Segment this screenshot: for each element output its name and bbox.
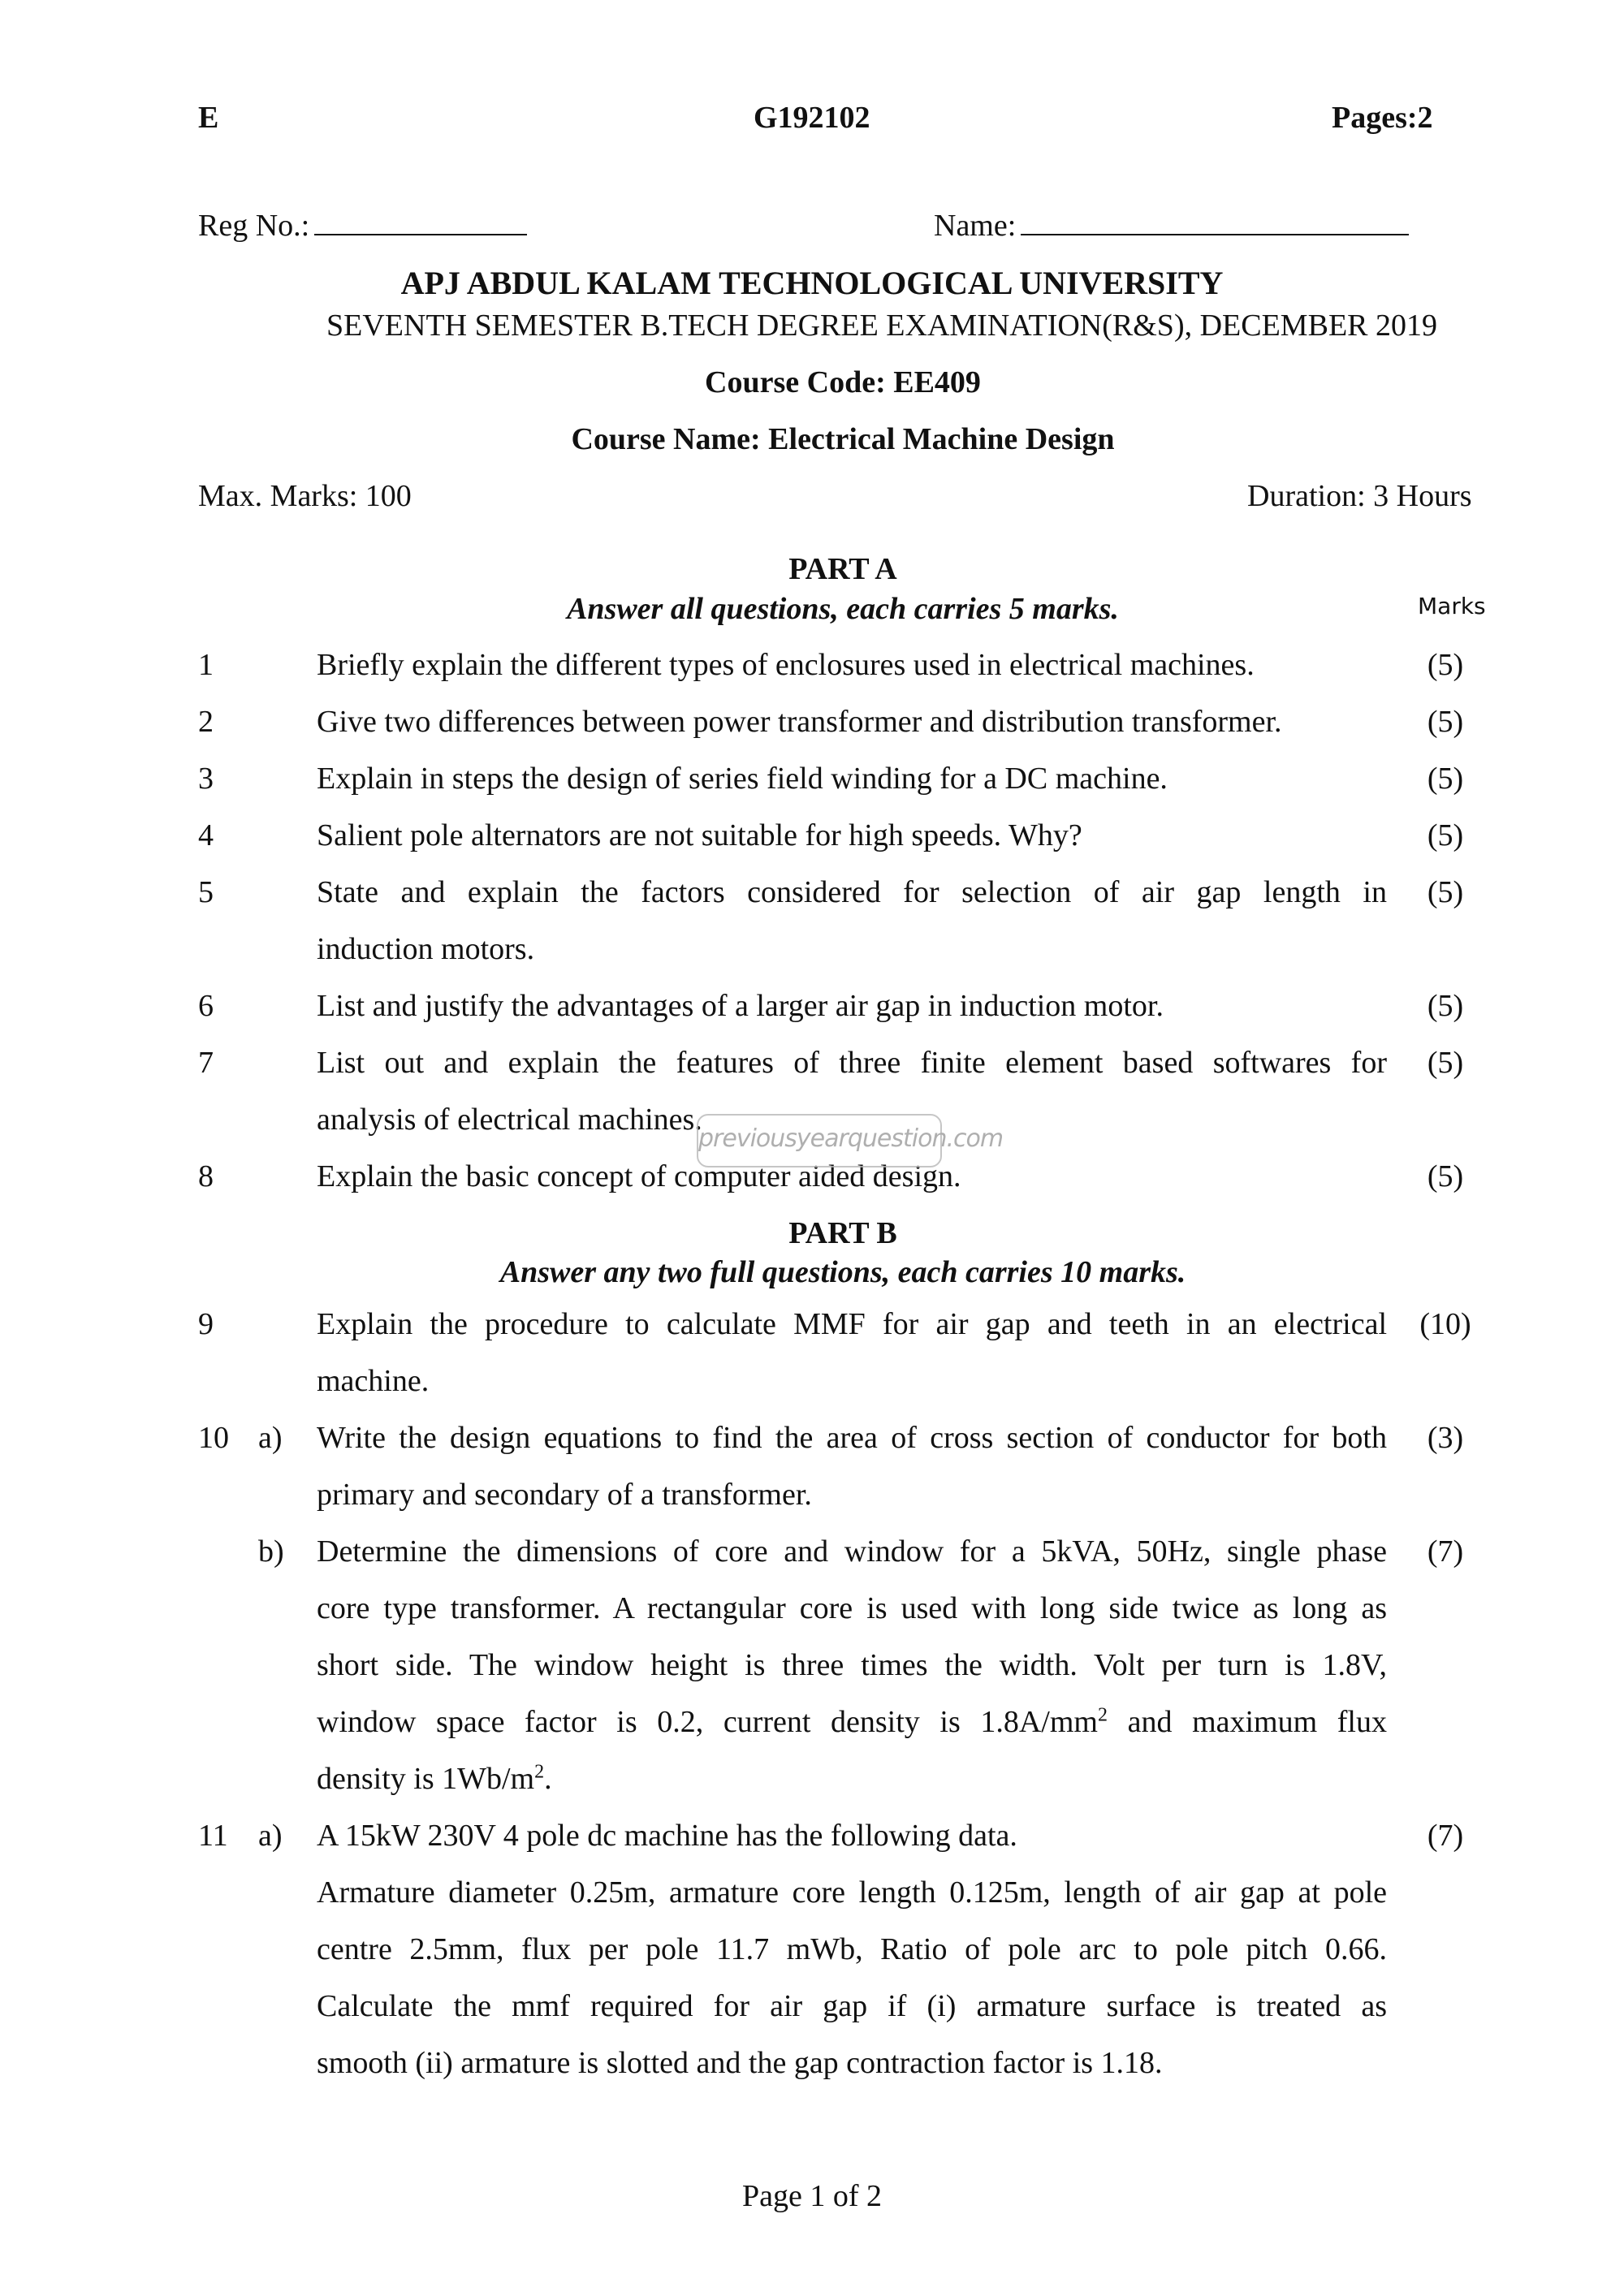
question-number: 10: [198, 1421, 229, 1455]
question-number: 3: [198, 762, 214, 796]
question-marks: (5): [1427, 818, 1464, 852]
page-footer: Page 1 of 2: [741, 2179, 883, 2213]
question-marks: (5): [1427, 762, 1464, 796]
question-number: 2: [198, 705, 214, 739]
question-marks: (5): [1427, 989, 1464, 1023]
question-text: Explain the basic concept of computer aided design.: [317, 1159, 961, 1193]
duration: Duration: 3 Hours: [1247, 479, 1472, 513]
question-number: 7: [198, 1046, 214, 1080]
name-field: [934, 209, 1409, 241]
reg-no-field: [198, 209, 527, 241]
paper-set: E: [198, 101, 219, 135]
reg-no-label: Reg No.:: [198, 209, 310, 243]
question-text: Write the design equations to find the area of cross section of conductor for both primary and secondary of a transformer.: [317, 1421, 1387, 1512]
question-number: 11: [198, 1819, 228, 1853]
question-text: Explain in steps the design of series field winding for a DC machine.: [317, 762, 1168, 796]
exam-title: SEVENTH SEMESTER B.TECH DEGREE EXAMINATION(R&S), DECEMBER 2019: [326, 309, 1437, 343]
question-text: Give two differences between power transformer and distribution transformer.: [317, 705, 1282, 739]
question-marks: (7): [1427, 1819, 1464, 1853]
question-text: Explain the procedure to calculate MMF for air gap and teeth in an electrical machine.: [317, 1307, 1387, 1398]
question-number: 8: [198, 1159, 214, 1193]
subquestion-label: a): [258, 1421, 283, 1455]
question-number: 5: [198, 875, 214, 909]
question-text: List and justify the advantages of a larger air gap in induction motor.: [317, 989, 1164, 1023]
question-number: 6: [198, 989, 214, 1023]
question-marks: (5): [1427, 705, 1464, 739]
university-name: APJ ABDUL KALAM TECHNOLOGICAL UNIVERSITY: [400, 265, 1224, 301]
question-number: 4: [198, 818, 214, 852]
watermark-logo: previousyearquestion.com: [697, 1114, 942, 1167]
question-number: 1: [198, 648, 214, 682]
subquestion-label: b): [258, 1534, 284, 1569]
question-marks: (3): [1427, 1421, 1464, 1455]
question-text: A 15kW 230V 4 pole dc machine has the following data. Armature diameter 0.25m, armature core length 0.125m, length of air gap at pole centre 2.5mm, flux per pole 11.7 mWb, Ratio of pole arc to pole pitch 0.66. Calculate the mmf required for air gap if (i) armature surface is treated as smooth (ii) armature is slotted and the gap contraction factor is 1.18.: [317, 1819, 1387, 2080]
question-marks: (5): [1427, 1046, 1464, 1080]
question-marks: (7): [1427, 1534, 1464, 1569]
subquestion-label: a): [258, 1819, 283, 1853]
question-text: Briefly explain the different types of enclosures used in electrical machines.: [317, 648, 1255, 682]
reg-no-blank: [314, 209, 527, 235]
question-text: List out and explain the features of three finite element based softwares for analysis of electrical machines.: [317, 1046, 1387, 1137]
question-text: Determine the dimensions of core and window for a 5kVA, 50Hz, single phase core type transformer. A rectangular core is used with long side twice as long as short side. The window height is three times the width. Volt per turn is 1.8V, window space factor is 0.2, current density is $1.8A/mm^2$ and maximum flux density is $1Wb/m^2$.: [317, 1534, 1387, 1796]
part-b-instruction: Answer any two full questions, each carries 10 marks.: [499, 1255, 1186, 1289]
page-count: Pages:2: [1332, 101, 1433, 135]
question-marks: (5): [1427, 1159, 1464, 1193]
part-a-heading: PART A: [788, 552, 897, 586]
question-text: Salient pole alternators are not suitable for high speeds. Why?: [317, 818, 1082, 852]
question-marks: (5): [1427, 875, 1464, 909]
part-a-instruction: Answer all questions, each carries 5 marks.: [567, 592, 1119, 626]
max-marks: Max. Marks: 100: [198, 479, 412, 513]
paper-code: G192102: [754, 101, 870, 135]
course-name: Course Name: Electrical Machine Design: [571, 422, 1115, 456]
course-code: Course Code: EE409: [705, 365, 981, 399]
part-b-heading: PART B: [788, 1216, 897, 1250]
name-label: Name:: [934, 209, 1017, 243]
question-number: 9: [198, 1307, 214, 1341]
question-text: State and explain the factors considered for selection of air gap length in induction motors.: [317, 875, 1387, 966]
question-marks: (10): [1419, 1307, 1471, 1341]
question-marks: (5): [1427, 648, 1464, 682]
marks-column-header: Marks: [1418, 593, 1486, 619]
name-blank: [1021, 209, 1409, 235]
